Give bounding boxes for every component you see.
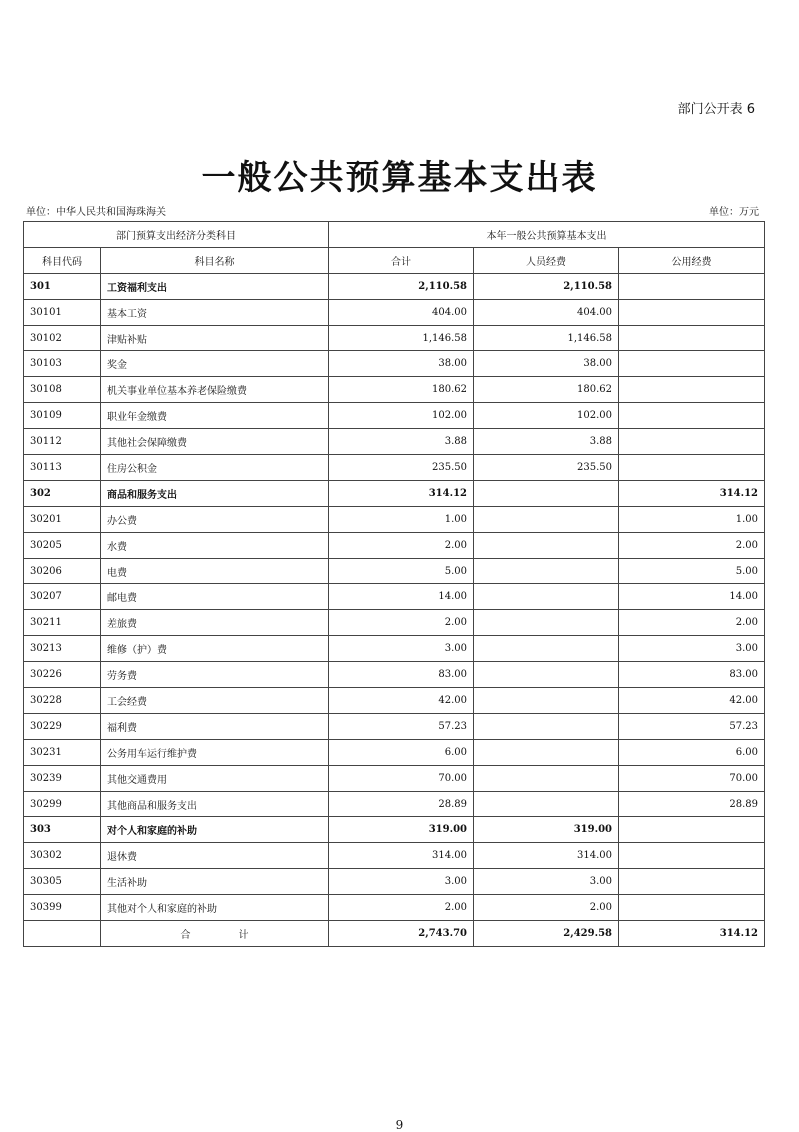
row-total: 6.00 <box>329 739 474 765</box>
total-code-cell <box>24 921 101 947</box>
row-public <box>619 817 765 843</box>
row-name: 退休费 <box>101 843 329 869</box>
column-header-total: 合计 <box>329 247 474 273</box>
row-total: 5.00 <box>329 558 474 584</box>
row-personnel <box>474 765 619 791</box>
row-total: 38.00 <box>329 351 474 377</box>
category-row <box>24 480 765 506</box>
column-header-public: 公用经费 <box>619 247 765 273</box>
table-row <box>24 713 765 739</box>
table-row <box>24 739 765 765</box>
row-total: 42.00 <box>329 688 474 714</box>
row-total: 314.00 <box>329 843 474 869</box>
row-personnel <box>474 739 619 765</box>
row-total: 2,110.58 <box>329 273 474 299</box>
row-total: 3.00 <box>329 869 474 895</box>
table-row <box>24 610 765 636</box>
row-personnel: 180.62 <box>474 377 619 403</box>
table-row <box>24 688 765 714</box>
table-row <box>24 558 765 584</box>
row-total: 2.00 <box>329 610 474 636</box>
form-tag: 部门公开表 6 <box>677 102 755 117</box>
table-row <box>24 765 765 791</box>
row-code: 30201 <box>24 506 101 532</box>
row-personnel: 2,110.58 <box>474 273 619 299</box>
row-public <box>619 843 765 869</box>
row-public: 6.00 <box>619 739 765 765</box>
row-personnel: 1,146.58 <box>474 325 619 351</box>
group-header-current-year: 本年一般公共预算基本支出 <box>329 222 765 248</box>
row-public: 3.00 <box>619 636 765 662</box>
row-public: 2.00 <box>619 610 765 636</box>
row-public: 42.00 <box>619 688 765 714</box>
row-name: 职业年金缴费 <box>101 403 329 429</box>
row-personnel <box>474 532 619 558</box>
page-number: 9 <box>395 1118 404 1132</box>
row-personnel <box>474 688 619 714</box>
row-name: 差旅费 <box>101 610 329 636</box>
table-body <box>24 273 765 920</box>
table-row <box>24 455 765 481</box>
row-public: 5.00 <box>619 558 765 584</box>
row-code: 30206 <box>24 558 101 584</box>
row-public: 83.00 <box>619 662 765 688</box>
total-label-a: 合 <box>180 929 191 941</box>
row-code: 303 <box>24 817 101 843</box>
row-personnel <box>474 713 619 739</box>
row-total: 1.00 <box>329 506 474 532</box>
row-public <box>619 351 765 377</box>
column-header-code: 科目代码 <box>24 247 101 273</box>
row-personnel: 3.88 <box>474 429 619 455</box>
category-row <box>24 817 765 843</box>
table-row <box>24 584 765 610</box>
row-code: 30108 <box>24 377 101 403</box>
table-row <box>24 532 765 558</box>
row-personnel <box>474 610 619 636</box>
row-personnel: 235.50 <box>474 455 619 481</box>
row-public: 28.89 <box>619 791 765 817</box>
row-total: 2.00 <box>329 532 474 558</box>
row-code: 30305 <box>24 869 101 895</box>
row-public <box>619 895 765 921</box>
row-public <box>619 869 765 895</box>
row-personnel: 102.00 <box>474 403 619 429</box>
row-name: 办公费 <box>101 506 329 532</box>
row-name: 机关事业单位基本养老保险缴费 <box>101 377 329 403</box>
row-name: 水费 <box>101 532 329 558</box>
table-row <box>24 869 765 895</box>
total-row <box>24 921 765 947</box>
row-name: 福利费 <box>101 713 329 739</box>
total-personnel: 2,429.58 <box>474 921 619 947</box>
row-personnel <box>474 662 619 688</box>
row-code: 301 <box>24 273 101 299</box>
row-personnel: 404.00 <box>474 299 619 325</box>
row-total: 1,146.58 <box>329 325 474 351</box>
row-total: 180.62 <box>329 377 474 403</box>
row-total: 3.88 <box>329 429 474 455</box>
row-code: 30112 <box>24 429 101 455</box>
row-personnel: 38.00 <box>474 351 619 377</box>
total-public: 314.12 <box>619 921 765 947</box>
row-code: 30239 <box>24 765 101 791</box>
row-name: 其他社会保障缴费 <box>101 429 329 455</box>
row-code: 30231 <box>24 739 101 765</box>
row-public <box>619 377 765 403</box>
row-public <box>619 455 765 481</box>
row-code: 30299 <box>24 791 101 817</box>
row-code: 30113 <box>24 455 101 481</box>
row-code: 30228 <box>24 688 101 714</box>
row-code: 30102 <box>24 325 101 351</box>
row-name: 维修（护）费 <box>101 636 329 662</box>
row-personnel: 319.00 <box>474 817 619 843</box>
row-name: 公务用车运行维护费 <box>101 739 329 765</box>
row-personnel <box>474 791 619 817</box>
row-total: 57.23 <box>329 713 474 739</box>
row-total: 314.12 <box>329 480 474 506</box>
row-personnel <box>474 480 619 506</box>
table-row <box>24 325 765 351</box>
total-sum: 2,743.70 <box>329 921 474 947</box>
row-name: 劳务费 <box>101 662 329 688</box>
row-personnel: 3.00 <box>474 869 619 895</box>
budget-table <box>23 221 765 947</box>
table-row <box>24 429 765 455</box>
row-code: 302 <box>24 480 101 506</box>
total-label <box>101 921 329 947</box>
row-public: 70.00 <box>619 765 765 791</box>
row-code: 30229 <box>24 713 101 739</box>
row-public <box>619 429 765 455</box>
row-code: 30213 <box>24 636 101 662</box>
row-name: 生活补助 <box>101 869 329 895</box>
row-public <box>619 299 765 325</box>
row-code: 30103 <box>24 351 101 377</box>
row-name: 邮电费 <box>101 584 329 610</box>
table-row <box>24 506 765 532</box>
row-personnel <box>474 636 619 662</box>
row-code: 30226 <box>24 662 101 688</box>
row-name: 电费 <box>101 558 329 584</box>
row-code: 30399 <box>24 895 101 921</box>
row-code: 30109 <box>24 403 101 429</box>
row-name: 对个人和家庭的补助 <box>101 817 329 843</box>
unit-currency: 单位：万元 <box>709 207 759 218</box>
row-name: 奖金 <box>101 351 329 377</box>
row-name: 其他对个人和家庭的补助 <box>101 895 329 921</box>
row-total: 102.00 <box>329 403 474 429</box>
row-public: 14.00 <box>619 584 765 610</box>
row-name: 商品和服务支出 <box>101 480 329 506</box>
row-personnel: 314.00 <box>474 843 619 869</box>
table-row <box>24 403 765 429</box>
table-row <box>24 299 765 325</box>
row-total: 319.00 <box>329 817 474 843</box>
row-total: 235.50 <box>329 455 474 481</box>
row-total: 83.00 <box>329 662 474 688</box>
page-title: 一般公共预算基本支出表 <box>201 158 598 198</box>
row-personnel: 2.00 <box>474 895 619 921</box>
table-row <box>24 377 765 403</box>
group-header-row <box>24 222 765 248</box>
row-total: 2.00 <box>329 895 474 921</box>
row-name: 工资福利支出 <box>101 273 329 299</box>
category-row <box>24 273 765 299</box>
unit-organization: 单位：中华人民共和国海珠海关 <box>26 207 166 218</box>
row-code: 30302 <box>24 843 101 869</box>
row-name: 津贴补贴 <box>101 325 329 351</box>
row-personnel <box>474 506 619 532</box>
column-header-name: 科目名称 <box>101 247 329 273</box>
row-total: 14.00 <box>329 584 474 610</box>
table-row <box>24 791 765 817</box>
row-code: 30101 <box>24 299 101 325</box>
row-total: 3.00 <box>329 636 474 662</box>
row-public <box>619 403 765 429</box>
table-row <box>24 662 765 688</box>
total-label-b: 计 <box>238 929 249 941</box>
row-name: 基本工资 <box>101 299 329 325</box>
row-name: 其他商品和服务支出 <box>101 791 329 817</box>
row-total: 28.89 <box>329 791 474 817</box>
table-row <box>24 351 765 377</box>
row-code: 30205 <box>24 532 101 558</box>
column-header-personnel: 人员经费 <box>474 247 619 273</box>
row-total: 404.00 <box>329 299 474 325</box>
table-row <box>24 636 765 662</box>
row-code: 30207 <box>24 584 101 610</box>
row-public: 57.23 <box>619 713 765 739</box>
row-public: 2.00 <box>619 532 765 558</box>
row-public: 1.00 <box>619 506 765 532</box>
row-name: 工会经费 <box>101 688 329 714</box>
group-header-classification: 部门预算支出经济分类科目 <box>24 222 329 248</box>
row-public <box>619 273 765 299</box>
row-name: 其他交通费用 <box>101 765 329 791</box>
row-public: 314.12 <box>619 480 765 506</box>
row-code: 30211 <box>24 610 101 636</box>
table-row <box>24 843 765 869</box>
row-name: 住房公积金 <box>101 455 329 481</box>
row-personnel <box>474 558 619 584</box>
column-header-row <box>24 247 765 273</box>
row-total: 70.00 <box>329 765 474 791</box>
table-row <box>24 895 765 921</box>
row-personnel <box>474 584 619 610</box>
row-public <box>619 325 765 351</box>
